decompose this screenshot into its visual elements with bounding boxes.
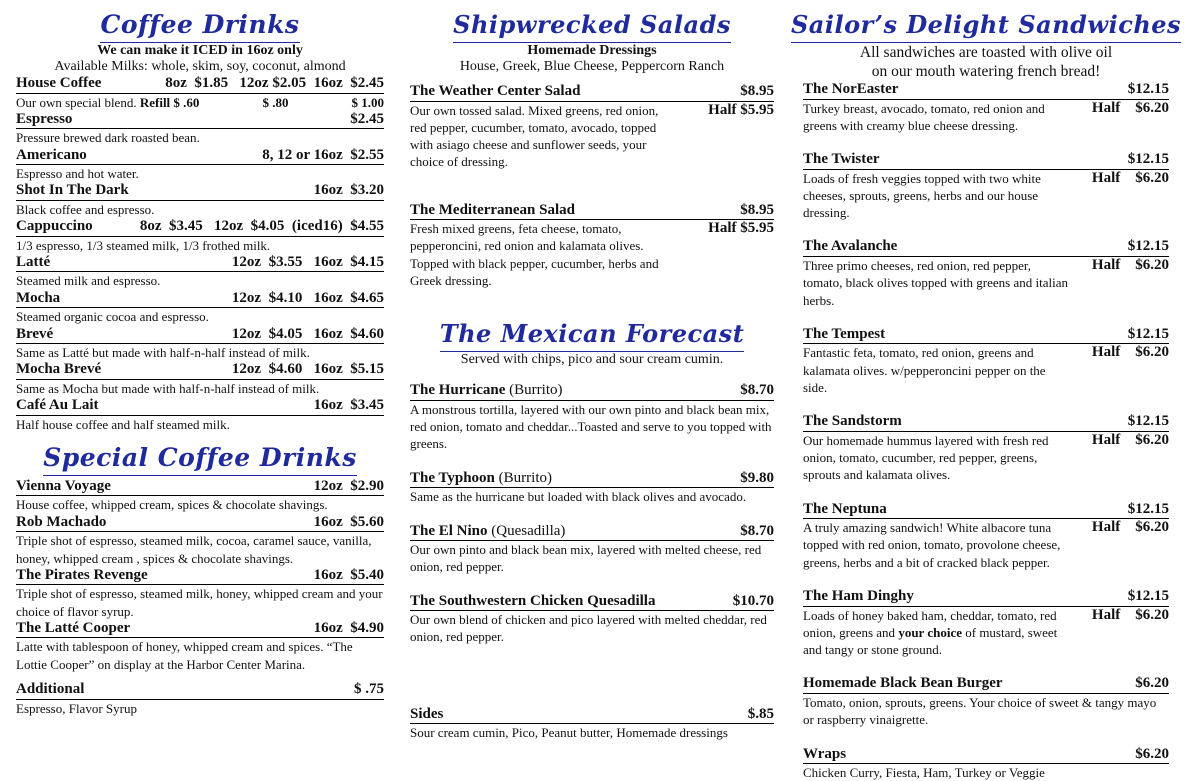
item-name: The Mediterranean Salad	[410, 201, 575, 218]
item-desc: A monstrous tortilla, layered with our own pinto and black bean mix, red onion, tomato and cheddar...Toasted and serve to you topped with greens.	[410, 401, 772, 452]
item-price: 12oz $3.55 16oz $4.15	[231, 253, 384, 270]
item-desc: Same as Latté but made with half-n-half instead of milk.	[16, 345, 310, 361]
item-type: (Burrito)	[498, 469, 552, 486]
mexican-note: Served with chips, pico and sour cream cumin.	[460, 352, 724, 368]
item-desc: A truly amazing sandwich! White albacore tuna topped with red onion, tomato, provolone cheese, greens, herbs and a bit of cracked black pepper.	[803, 520, 1061, 570]
item-desc: Triple shot of espresso, steamed milk, cocoa, caramel sauce, vanilla, honey, whipped cream , spices & chocolate shavings.	[16, 533, 372, 566]
item-desc: Half house coffee and half steamed milk.	[16, 416, 230, 432]
item-desc: Chicken Curry, Fiesta, Ham, Turkey or Veggie	[803, 765, 1045, 781]
item-desc: Latte with tablespoon of honey, whipped cream and spices. “The Lottie Cooper” on display at the Harbor Center Marina.	[16, 639, 353, 672]
half-price: Half $6.20	[1091, 256, 1169, 273]
item-name: The Neptuna	[803, 500, 887, 517]
item-price: $8.95	[740, 201, 774, 218]
item-name: Espresso	[16, 110, 73, 127]
item-name: Additional	[16, 681, 85, 698]
item-name: Americano	[16, 146, 87, 163]
item-price: $12.15	[1127, 81, 1169, 97]
item-name: The Latté Cooper	[16, 619, 131, 636]
item-desc: Espresso and hot water.	[16, 166, 139, 182]
item-name: Wraps	[803, 745, 847, 762]
menu-item-typhoon	[410, 470, 774, 489]
item-price: $8.70	[740, 522, 774, 539]
menu-item-sides	[410, 706, 774, 725]
item-name: The Weather Center Salad	[410, 83, 581, 99]
iced-note: We can make it ICED in 16oz only	[97, 43, 303, 58]
special-coffee-title: Special Coffee Drinks	[43, 441, 357, 476]
item-price: $.85	[747, 705, 774, 722]
item-name: The Ham Dinghy	[803, 588, 914, 605]
menu-item-ham-dinghy	[803, 588, 1169, 607]
item-desc: Our own special blend.	[16, 94, 137, 110]
sandwich-note-2: on our mouth watering french bread!	[871, 63, 1101, 80]
item-desc-block	[803, 344, 1169, 396]
dressings-heading: Homemade Dressings	[527, 43, 657, 58]
item-price: 8oz $1.85 12oz $2.05 16oz $2.45	[165, 75, 384, 91]
item-name: Café Au Lait	[16, 397, 99, 414]
item-price: 16oz $4.90	[313, 619, 384, 636]
item-price: $12.15	[1127, 151, 1169, 168]
item-name: Sides	[410, 705, 444, 722]
item-price: $12.15	[1127, 325, 1169, 342]
item-name: House Coffee	[16, 75, 102, 91]
coffee-drinks-title: Coffee Drinks	[100, 8, 299, 43]
item-name: Homemade Black Bean Burger	[803, 675, 1003, 692]
mexican-title: The Mexican Forecast	[440, 317, 745, 352]
item-desc: Tomato, onion, sprouts, greens. Your choice of sweet & tangy mayo or raspberry vinaigrette.	[803, 694, 1157, 728]
menu-item-cappuccino	[16, 218, 384, 237]
item-price: $ .75	[354, 681, 384, 698]
item-name: The Twister	[803, 151, 880, 168]
item-desc: Triple shot of espresso, steamed milk, honey, whipped cream and your choice of flavor syrup.	[16, 586, 383, 619]
item-desc-block	[803, 432, 1169, 484]
item-desc: 1/3 espresso, 1/3 steamed milk, 1/3 frothed milk.	[16, 237, 271, 253]
half-price: Half $6.20	[1091, 99, 1169, 116]
menu-item-neptuna	[803, 501, 1169, 520]
menu-item-vienna-voyage	[16, 478, 384, 497]
item-name: The Pirates Revenge	[16, 566, 148, 583]
item-desc: Our homemade hummus layered with fresh red onion, tomato, cucumber, red pepper, greens, sprouts and kalamata olives.	[803, 432, 1049, 483]
item-desc: Our own tossed salad. Mixed greens, red onion, red pepper, cucumber, tomato, avocado, topped with asiago cheese and sunflower seeds, your choice of dressing.	[410, 102, 659, 170]
item-name	[410, 470, 552, 488]
menu-item-hurricane	[410, 382, 774, 401]
item-price: 8oz $3.45 12oz $4.05 (iced16) $4.55	[139, 218, 384, 235]
item-price: $2.45	[350, 110, 384, 127]
menu-item-wraps	[803, 746, 1169, 765]
refill-label: Refill $ .60	[139, 94, 200, 110]
menu-item-house-coffee	[16, 75, 384, 94]
item-price: 8, 12 or 16oz $2.55	[262, 146, 384, 163]
item-price: $10.70	[732, 592, 774, 609]
menu-item-rob-machado	[16, 514, 384, 533]
milks-note: Available Milks: whole, skim, soy, coconut, almond	[54, 59, 346, 74]
item-desc-block	[803, 607, 1169, 659]
item-name: Rob Machado	[16, 513, 107, 530]
item-name-text: The Hurricane	[410, 382, 506, 399]
item-desc: Black coffee and espresso.	[16, 201, 155, 217]
refill-16: $ 1.00	[351, 94, 384, 110]
item-price: $6.20	[1135, 745, 1169, 762]
item-desc: Fresh mixed greens, feta cheese, tomato, pepperoncini, red onion and kalamata olives. Topped with black pepper, cucumber, herbs and Greek dressing.	[410, 221, 659, 289]
half-price: Half $6.20	[1091, 344, 1169, 361]
item-desc-block	[410, 220, 774, 289]
item-name: Shot In The Dark	[16, 182, 129, 199]
salads-title: Shipwrecked Salads	[453, 8, 731, 43]
menu-item-black-bean-burger	[803, 675, 1169, 694]
half-price: Half $5.95	[708, 220, 774, 237]
item-price: 16oz $5.40	[313, 566, 384, 583]
item-name: Cappuccino	[16, 218, 93, 235]
item-desc: Same as the hurricane but loaded with black olives and avocado.	[410, 489, 747, 505]
item-name: The NorEaster	[803, 81, 899, 97]
item-type: (Quesadilla)	[491, 522, 566, 539]
item-name: Mocha Brevé	[16, 361, 102, 378]
house-coffee-refill-row	[16, 94, 384, 111]
item-desc: Steamed organic cocoa and espresso.	[16, 309, 209, 325]
item-desc-block	[410, 102, 774, 171]
menu-item-breve	[16, 326, 384, 345]
half-price: Half $6.20	[1091, 519, 1169, 536]
item-desc-block	[803, 170, 1169, 222]
item-name-text: The El Nino	[410, 522, 488, 539]
menu-item-mocha-breve	[16, 361, 384, 380]
item-name: Vienna Voyage	[16, 477, 111, 494]
item-desc-part: Loads of honey baked ham, cheddar, tomato, red onion, greens and	[803, 607, 1057, 640]
item-desc: Three primo cheeses, red onion, red pepper, tomato, black olives topped with greens and italian herbs.	[803, 257, 1068, 308]
menu-item-latte	[16, 254, 384, 273]
item-desc-part: of mustard, sweet and tangy or stone ground.	[803, 624, 1058, 658]
item-name: The Southwestern Chicken Quesadilla	[410, 592, 656, 609]
item-name: Mocha	[16, 289, 61, 306]
menu-item-mocha	[16, 290, 384, 309]
sandwich-note-1: All sandwiches are toasted with olive oil	[859, 44, 1113, 61]
item-desc-block	[803, 519, 1169, 571]
item-desc: Turkey breast, avocado, tomato, red onion and greens with creamy blue cheese dressing.	[803, 100, 1045, 133]
item-desc: Fantastic feta, tomato, red onion, greens and kalamata olives. w/pepperoncini pepper on the side.	[803, 345, 1046, 395]
menu-item-weather-center-salad	[410, 83, 774, 102]
menu-item-cafe-au-lait	[16, 397, 384, 416]
item-desc: Pressure brewed dark roasted bean.	[16, 130, 200, 146]
item-desc: Sour cream cumin, Pico, Peanut butter, Homemade dressings	[410, 725, 728, 741]
menu-item-shot-in-the-dark	[16, 182, 384, 201]
menu-item-additional	[16, 681, 384, 700]
coffee-column	[16, 8, 384, 717]
item-price: 16oz $3.45	[313, 397, 384, 414]
item-price: 12oz $2.90	[313, 477, 384, 494]
item-name: Brevé	[16, 325, 54, 342]
menu-item-sandstorm	[803, 413, 1169, 432]
item-desc: Our own pinto and black bean mix, layered with melted cheese, red onion, red pepper.	[410, 542, 762, 575]
item-type: (Burrito)	[509, 382, 563, 399]
menu-item-twister	[803, 151, 1169, 170]
item-name-text: The Typhoon	[410, 469, 495, 486]
item-price: $6.20	[1135, 675, 1169, 692]
item-price: 12oz $4.10 16oz $4.65	[231, 289, 384, 306]
half-price: Half $6.20	[1091, 431, 1169, 448]
half-price: Half $5.95	[708, 101, 774, 118]
item-desc: Espresso, Flavor Syrup	[16, 700, 137, 716]
item-name	[410, 382, 562, 400]
half-price: Half $6.20	[1091, 169, 1169, 186]
item-price: 16oz $5.60	[313, 513, 384, 530]
salads-mexican-column	[410, 8, 774, 742]
item-desc: Steamed milk and espresso.	[16, 273, 161, 289]
item-name: The Tempest	[803, 325, 886, 342]
item-desc-bold: your choice	[898, 624, 962, 640]
item-name: Latté	[16, 253, 51, 270]
item-desc: Same as Mocha but made with half-n-half instead of milk.	[16, 380, 320, 396]
item-desc-block	[803, 100, 1169, 135]
item-price: $12.15	[1127, 413, 1169, 430]
item-desc: House coffee, whipped cream, spices & chocolate shavings.	[16, 497, 328, 513]
menu-item-americano	[16, 147, 384, 166]
item-price: $12.15	[1127, 238, 1169, 255]
item-price: $8.70	[740, 382, 774, 399]
item-desc: Loads of fresh veggies topped with two white cheeses, sprouts, greens, herbs and our house dressing.	[803, 170, 1041, 221]
menu-item-el-nino	[410, 523, 774, 542]
sandwiches-title: Sailor’s Delight Sandwiches	[791, 8, 1181, 43]
item-desc: Our own blend of chicken and pico layered with melted cheddar, red onion, red pepper.	[410, 612, 767, 645]
menu-item-pirates-revenge	[16, 567, 384, 586]
sandwiches-column	[790, 8, 1182, 781]
menu-item-tempest	[803, 326, 1169, 345]
item-price: $12.15	[1127, 500, 1169, 517]
item-price: 12oz $4.60 16oz $5.15	[231, 361, 384, 378]
item-price: $8.95	[740, 83, 774, 99]
item-price: $9.80	[740, 469, 774, 486]
menu-item-avalanche	[803, 238, 1169, 257]
menu-item-southwestern-quesadilla	[410, 593, 774, 612]
menu-item-espresso	[16, 111, 384, 130]
item-price: 16oz $3.20	[313, 182, 384, 199]
item-name: The Sandstorm	[803, 413, 902, 430]
menu-item-mediterranean-salad	[410, 202, 774, 221]
half-price: Half $6.20	[1091, 606, 1169, 623]
item-price: 12oz $4.05 16oz $4.60	[231, 325, 384, 342]
item-desc-block	[803, 257, 1169, 309]
item-name	[410, 523, 565, 541]
menu-item-latte-cooper	[16, 620, 384, 639]
dressings-list: House, Greek, Blue Cheese, Peppercorn Ranch	[459, 59, 725, 74]
menu-item-noreaster	[803, 81, 1169, 100]
refill-12: $ .80	[262, 94, 289, 110]
item-price: $12.15	[1127, 588, 1169, 605]
item-name: The Avalanche	[803, 238, 898, 255]
